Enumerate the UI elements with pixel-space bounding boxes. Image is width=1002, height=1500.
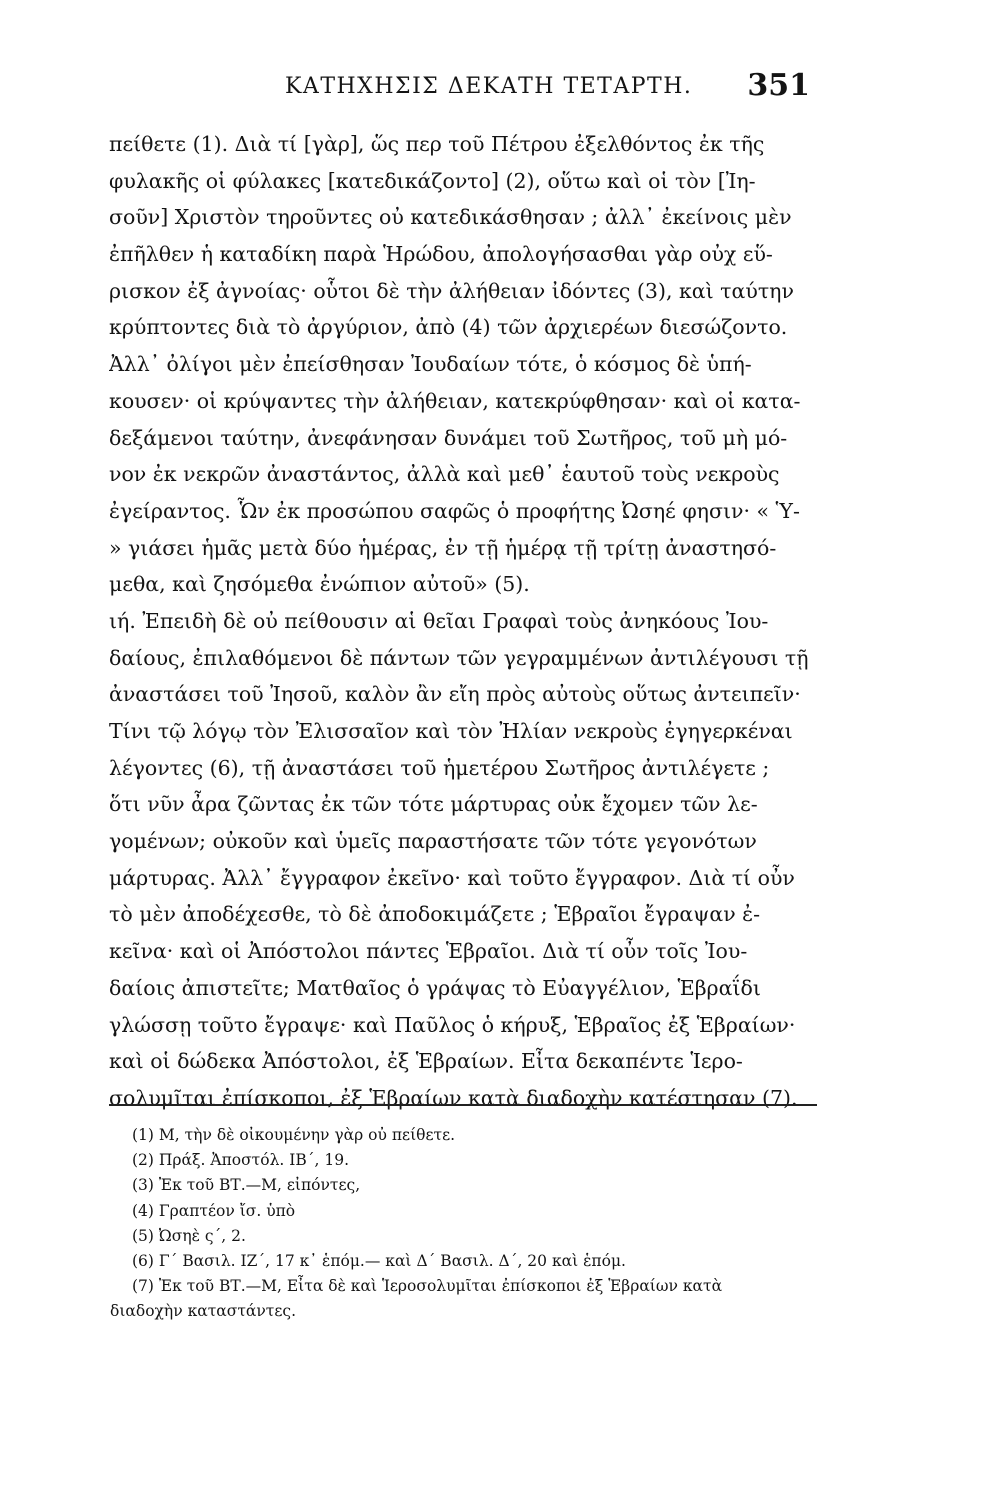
footnote: (6) Γ΄ Βασιλ. ΙΖ΄, 17 κ᾽ ἑπόμ.— καὶ Δ΄ Βασιλ. Δ΄, 20 καὶ ἑπόμ. [132,1251,626,1270]
text-line: ιή. Ἐπειδὴ δὲ οὐ πείθουσιν αἱ θεῖαι Γραφαὶ τοὺς ἀνηκόους Ἰου- [109,608,769,633]
running-title: ΚΑΤΗΧΗΣΙΣ ΔΕΚΑΤΗ ΤΕΤΑΡΤΗ. [285,74,693,99]
text-line: ρισκον ἐξ ἀγνοίας· οὗτοι δὲ τὴν ἀλήθειαν ἰδόντες (3), καὶ ταύτην [109,278,794,303]
text-line: κρύπτοντες διὰ τὸ ἀργύριον, ἀπὸ (4) τῶν ἀρχιερέων διεσώζοντο. [109,315,788,340]
text-line: ὅτι νῦν ἆρα ζῶντας ἐκ τῶν τότε μάρτυρας οὐκ ἔχομεν τῶν λε- [109,792,758,817]
main-text [109,126,817,1117]
text-line: νον ἐκ νεκρῶν ἀναστάντος, ἀλλὰ καὶ μεθ᾽ ἑαυτοῦ τοὺς νεκροὺς [109,462,780,487]
text-line: μάρτυρας. Ἀλλ᾽ ἔγγραφον ἐκεῖνο· καὶ τοῦτο ἔγγραφον. Διὰ τί οὖν [109,865,795,890]
text-line: φυλακῆς οἱ φύλακες [κατεδικάζοντο] (2), οὕτω καὶ οἱ τὸν [Ἰη- [109,168,756,193]
footnote: (5) Ὠσηὲ ς΄, 2. [132,1226,246,1245]
text-line: σολυμῖται ἐπίσκοποι, ἐξ Ἑβραίων κατὰ διαδοχὴν κατέστησαν (7). [109,1085,798,1110]
page-header [150,70,810,110]
footnote: (1) Μ, τὴν δὲ οἰκουμένην γὰρ οὐ πείθετε. [132,1126,456,1144]
text-line: κουσεν· οἱ κρύψαντες τὴν ἀλήθειαν, κατεκρύφθησαν· καὶ οἱ κατα- [109,388,801,413]
footnote: (2) Πράξ. Ἀποστόλ. ΙΒ΄, 19. [132,1151,350,1170]
text-line: ἀναστάσει τοῦ Ἰησοῦ, καλὸν ἂν εἴη πρὸς αὐτοὺς οὕτως ἀντειπεῖν· [109,682,801,707]
text-line: τὸ μὲν ἀποδέχεσθε, τὸ δὲ ἀποδοκιμάζετε ; Ἑβραῖοι ἔγραψαν ἐ- [109,902,761,927]
text-line: Ἀλλ᾽ ὀλίγοι μὲν ἐπείσθησαν Ἰουδαίων τότε, ὁ κόσμος δὲ ὑπή- [109,352,752,377]
footnote: (4) Γραπτέον ἴσ. ὑπὸ [132,1201,296,1220]
text-line: Τίνι τῷ λόγῳ τὸν Ἐλισσαῖον καὶ τὸν Ἠλίαν νεκροὺς ἐγηγερκέναι [109,719,793,743]
text-line: δαίοις ἀπιστεῖτε; Ματθαῖος ὁ γράψας τὸ Εὐαγγέλιον, Ἑβραΐδι [109,975,761,1000]
text-line: γομένων; οὐκοῦν καὶ ὑμεῖς παραστήσατε τῶν τότε γεγονότων [109,829,757,854]
text-line: ἐγείραντος. Ὧν ἐκ προσώπου σαφῶς ὁ προφήτης Ὠσηέ φησιν· « Ὑ- [109,498,800,523]
footnote: (7) Ἐκ τοῦ ΒΤ.—Μ, Εἶτα δὲ καὶ Ἱεροσολυμῖται ἐπίσκοποι ἐξ Ἑβραίων κατὰ [132,1277,723,1296]
footnote-continuation: διαδοχὴν καταστάντες. [110,1302,297,1321]
text-line: πείθετε (1). Διὰ τί [γὰρ], ὥς περ τοῦ Πέτρου ἐξελθόντος ἐκ τῆς [109,132,765,156]
text-line: κεῖνα· καὶ οἱ Ἀπόστολοι πάντες Ἑβραῖοι. Διὰ τί οὖν τοῖς Ἰου- [109,939,748,964]
text-line: δεξάμενοι ταύτην, ἀνεφάνησαν δυνάμει τοῦ Σωτῆρος, τοῦ μὴ μό- [109,425,788,450]
page-number: 351 [747,68,810,103]
text-line: δαίους, ἐπιλαθόμενοι δὲ πάντων τῶν γεγραμμένων ἀντιλέγουσι τῇ [109,645,809,670]
footnote: (3) Ἐκ τοῦ ΒΤ.—Μ, εἰπόντες, [132,1176,361,1195]
footnotes [110,1123,822,1325]
text-line: ἐπῆλθεν ἡ καταδίκη παρὰ Ἡρώδου, ἀπολογήσασθαι γὰρ οὐχ εὕ- [109,242,773,267]
text-line: » γιάσει ἡμᾶς μετὰ δύο ἡμέρας, ἐν τῇ ἡμέρᾳ τῇ τρίτῃ ἀναστησό- [109,535,777,560]
footnote-divider [109,1104,817,1106]
text-line: σοῦν] Χριστὸν τηροῦντες οὐ κατεδικάσθησαν ; ἀλλ᾽ ἐκείνοις μὲν [109,205,792,230]
text-line: μεθα, καὶ ζησόμεθα ἐνώπιον αὐτοῦ» (5). [109,572,530,597]
text-line: λέγοντες (6), τῇ ἀναστάσει τοῦ ἡμετέρου Σωτῆρος ἀντιλέγετε ; [109,755,770,780]
text-line: γλώσσῃ τοῦτο ἔγραψε· καὶ Παῦλος ὁ κήρυξ, Ἑβραῖος ἐξ Ἑβραίων· [109,1012,796,1037]
text-line: καὶ οἱ δώδεκα Ἀπόστολοι, ἐξ Ἑβραίων. Εἶτα δεκαπέντε Ἱερο- [109,1049,743,1074]
